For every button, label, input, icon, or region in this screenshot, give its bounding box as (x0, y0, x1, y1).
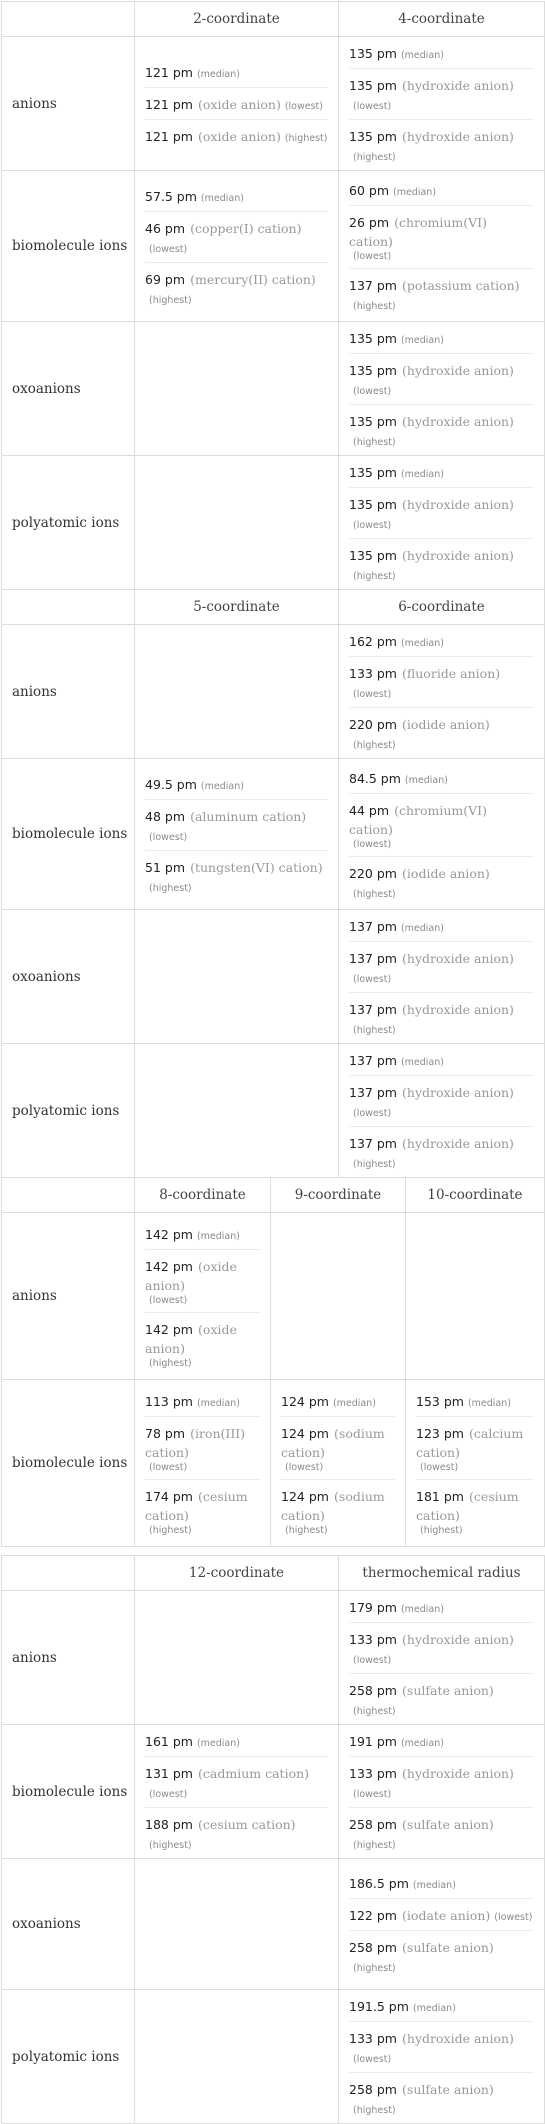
value-entry (349, 456, 534, 487)
stat-tag: (highest) (420, 1524, 463, 1536)
ion-name: (cesium cation) (416, 1488, 519, 1523)
value-cell (135, 625, 339, 759)
value-entry (349, 1898, 534, 1930)
radius-value: 258 pm (349, 1940, 397, 1955)
radius-value: 124 pm (281, 1488, 329, 1504)
stat-tag: (median) (400, 1738, 444, 1749)
ion-name: (aluminum cation) (190, 808, 307, 824)
ion-name: (cadmium cation) (198, 1766, 310, 1781)
value-entry (349, 1990, 534, 2021)
radius-value: 181 pm (416, 1488, 464, 1504)
ion-name: (iodate anion) (402, 1908, 491, 1923)
stat-tag: (median) (400, 335, 444, 346)
value-entry (145, 211, 328, 262)
radius-value: 135 pm (349, 331, 397, 346)
value-entry (349, 2021, 534, 2072)
stat-tag: (lowest) (353, 101, 392, 112)
stat-tag: (median) (196, 1230, 240, 1242)
radius-value: 137 pm (349, 1053, 397, 1068)
ion-name: (hydroxide anion) (402, 78, 514, 93)
stat-tag: (highest) (353, 1963, 396, 1974)
value-cell (135, 759, 339, 910)
table-row (2, 1990, 545, 2124)
ion-name: (iodide anion) (402, 717, 490, 732)
table-row (2, 171, 545, 322)
stat-tag: (median) (400, 1057, 444, 1068)
value-cell (339, 910, 545, 1044)
value-entry (349, 353, 534, 404)
value-entry (349, 1725, 534, 1756)
value-cell (339, 1859, 545, 1990)
row-label: anions (2, 625, 135, 759)
value-entry (145, 87, 328, 119)
radius-value: 84.5 pm (349, 770, 401, 786)
radius-value: 123 pm (416, 1425, 464, 1441)
ion-name: (tungsten(VI) cation) (190, 859, 323, 875)
ion-name: (iodide anion) (402, 865, 490, 881)
value-entry (349, 1044, 534, 1075)
radius-value: 137 pm (349, 951, 397, 966)
radius-value: 69 pm (145, 271, 185, 287)
radius-value: 258 pm (349, 2082, 397, 2097)
column-header: 10-coordinate (406, 1178, 545, 1213)
radius-value: 220 pm (349, 717, 397, 732)
column-header: 5-coordinate (135, 590, 339, 625)
ion-name: (cesium cation) (198, 1817, 296, 1832)
value-entry (145, 1218, 260, 1249)
radius-value: 78 pm (145, 1425, 185, 1441)
radius-value: 137 pm (349, 1136, 397, 1151)
value-entry (349, 707, 534, 758)
value-entry (349, 268, 534, 319)
radius-value: 174 pm (145, 1488, 193, 1504)
ion-name: (oxide anion) (198, 97, 281, 112)
row-label: biomolecule ions (2, 759, 135, 910)
radius-value: 135 pm (349, 363, 397, 378)
column-header: 12-coordinate (135, 1556, 339, 1591)
ion-name: (cesium cation) (145, 1488, 248, 1523)
radius-value: 179 pm (349, 1600, 397, 1615)
radius-value: 137 pm (349, 919, 397, 934)
ion-name: (sodium cation) (281, 1488, 385, 1523)
ion-name: (mercury(II) cation) (190, 271, 316, 287)
header-row (2, 1178, 545, 1213)
value-entry (349, 910, 534, 941)
value-cell (339, 759, 545, 910)
corner-cell (2, 1556, 135, 1591)
table-row (2, 37, 545, 171)
value-cell (339, 1990, 545, 2124)
corner-cell (2, 590, 135, 625)
value-entry (281, 1385, 395, 1416)
corner-cell (2, 1178, 135, 1213)
value-entry (349, 1075, 534, 1126)
stat-tag: (highest) (149, 1357, 192, 1369)
radius-value: 142 pm (145, 1226, 193, 1242)
row-label: biomolecule ions (2, 171, 135, 322)
column-header: thermochemical radius (339, 1556, 545, 1591)
ion-name: (hydroxide anion) (402, 1002, 514, 1017)
ion-name: (oxide anion) (145, 1258, 237, 1293)
stat-tag: (median) (400, 1604, 444, 1615)
table-row (2, 1591, 545, 1725)
stat-tag: (median) (196, 69, 240, 80)
stat-tag: (median) (400, 923, 444, 934)
value-entry (349, 68, 534, 119)
value-entry (416, 1416, 534, 1479)
radius-value: 162 pm (349, 634, 397, 649)
ion-name: (potassium cation) (402, 277, 520, 293)
row-label: polyatomic ions (2, 456, 135, 590)
stat-tag: (median) (196, 1738, 240, 1749)
radius-value: 26 pm (349, 214, 389, 230)
value-entry (145, 180, 328, 211)
value-cell (339, 171, 545, 322)
ion-name: (hydroxide anion) (402, 1136, 514, 1151)
value-cell (339, 322, 545, 456)
ion-name: (iron(III) cation) (145, 1425, 246, 1460)
row-label: polyatomic ions (2, 1044, 135, 1178)
ion-name: (sulfate anion) (402, 1817, 494, 1832)
ion-name: (hydroxide anion) (402, 1085, 514, 1100)
ion-name: (hydroxide anion) (402, 548, 514, 563)
value-entry (349, 322, 534, 353)
radius-value: 124 pm (281, 1393, 329, 1409)
data-table-2 (1, 589, 545, 1178)
data-table-4 (1, 1555, 545, 2124)
radius-value: 121 pm (145, 129, 193, 144)
stat-tag: (highest) (149, 1840, 192, 1851)
header-row (2, 1556, 545, 1591)
value-entry (349, 404, 534, 455)
stat-tag: (lowest) (285, 1461, 324, 1473)
stat-tag: (highest) (353, 888, 396, 900)
ion-name: (sulfate anion) (402, 2082, 494, 2097)
value-entry (349, 1867, 534, 1898)
value-entry (349, 205, 534, 268)
row-label: anions (2, 1591, 135, 1725)
stat-tag: (lowest) (353, 2054, 392, 2065)
stat-tag: (highest) (353, 571, 396, 582)
table-row (2, 759, 545, 910)
stat-tag: (lowest) (353, 520, 392, 531)
ion-name: (copper(I) cation) (190, 220, 302, 236)
ion-name: (sulfate anion) (402, 1683, 494, 1698)
value-cell (135, 1859, 339, 1990)
value-cell (339, 625, 545, 759)
value-entry (416, 1385, 534, 1416)
ion-name: (hydroxide anion) (402, 1632, 514, 1647)
radius-value: 135 pm (349, 78, 397, 93)
row-label: anions (2, 37, 135, 171)
radius-value: 57.5 pm (145, 188, 197, 204)
value-cell (271, 1380, 406, 1547)
stat-tag: (highest) (149, 294, 192, 306)
radius-value: 60 pm (349, 182, 389, 198)
value-cell (339, 37, 545, 171)
ion-name: (sodium cation) (281, 1425, 385, 1460)
value-cell (135, 1725, 339, 1859)
column-header: 9-coordinate (271, 1178, 406, 1213)
value-entry (349, 2072, 534, 2123)
radius-value: 258 pm (349, 1817, 397, 1832)
stat-tag: (median) (412, 2003, 456, 2014)
ion-name: (hydroxide anion) (402, 951, 514, 966)
value-entry (145, 1807, 328, 1858)
value-entry (145, 1479, 260, 1542)
radius-value: 133 pm (349, 2031, 397, 2046)
stat-tag: (median) (412, 1880, 456, 1891)
radius-value: 191 pm (349, 1734, 397, 1749)
stat-tag: (highest) (353, 152, 396, 163)
value-entry (349, 1622, 534, 1673)
stat-tag: (median) (196, 1397, 240, 1409)
radius-value: 135 pm (349, 548, 397, 563)
value-entry (145, 1249, 260, 1312)
radius-value: 121 pm (145, 97, 193, 112)
row-label: biomolecule ions (2, 1725, 135, 1859)
value-entry (145, 1416, 260, 1479)
radius-value: 142 pm (145, 1321, 193, 1337)
value-entry (145, 1385, 260, 1416)
value-entry (349, 1930, 534, 1981)
column-header: 4-coordinate (339, 2, 545, 37)
value-entry (145, 56, 328, 87)
table-row (2, 1044, 545, 1178)
radius-value: 137 pm (349, 1085, 397, 1100)
corner-cell (2, 2, 135, 37)
value-cell (406, 1213, 545, 1380)
radius-value: 135 pm (349, 465, 397, 480)
radius-value: 131 pm (145, 1766, 193, 1781)
value-cell (135, 910, 339, 1044)
value-cell (339, 1044, 545, 1178)
value-entry (349, 1756, 534, 1807)
value-cell (406, 1380, 545, 1547)
stat-tag: (highest) (353, 1025, 396, 1036)
ion-name: (hydroxide anion) (402, 1766, 514, 1781)
table-row (2, 1380, 545, 1547)
value-cell (271, 1213, 406, 1380)
value-entry (145, 262, 328, 313)
stat-tag: (median) (467, 1397, 511, 1409)
value-entry (349, 1673, 534, 1724)
ion-name: (hydroxide anion) (402, 363, 514, 378)
stat-tag: (lowest) (353, 386, 392, 397)
stat-tag: (highest) (353, 300, 396, 312)
stat-tag: (highest) (353, 1840, 396, 1851)
stat-tag: (median) (400, 638, 444, 649)
stat-tag: (lowest) (353, 689, 392, 700)
table-row (2, 1859, 545, 1990)
table-row (2, 456, 545, 590)
stat-tag: (highest) (285, 1524, 328, 1536)
value-cell (339, 456, 545, 590)
value-entry (145, 119, 328, 151)
value-entry (281, 1479, 395, 1542)
stat-tag: (lowest) (149, 1294, 188, 1306)
value-entry (145, 1756, 328, 1807)
stat-tag: (highest) (353, 1159, 396, 1170)
stat-tag: (highest) (149, 1524, 192, 1536)
stat-tag: (lowest) (149, 1461, 188, 1473)
value-entry (349, 856, 534, 907)
stat-tag: (median) (404, 774, 448, 786)
table-row (2, 910, 545, 1044)
row-label: oxoanions (2, 322, 135, 456)
row-label: oxoanions (2, 1859, 135, 1990)
radius-value: 191.5 pm (349, 1999, 409, 2014)
radius-value: 135 pm (349, 46, 397, 61)
column-header: 6-coordinate (339, 590, 545, 625)
stat-tag: (lowest) (353, 1789, 392, 1800)
stat-tag: (median) (200, 192, 244, 204)
value-entry (349, 1126, 534, 1177)
radius-value: 188 pm (145, 1817, 193, 1832)
radius-value: 133 pm (349, 666, 397, 681)
value-cell (135, 1380, 271, 1547)
radius-value: 220 pm (349, 865, 397, 881)
value-cell (135, 1044, 339, 1178)
radius-value: 121 pm (145, 65, 193, 80)
value-entry (349, 625, 534, 656)
radius-value: 258 pm (349, 1683, 397, 1698)
stat-tag: (lowest) (353, 1655, 392, 1666)
stat-tag: (median) (400, 50, 444, 61)
value-entry (145, 850, 328, 901)
stat-tag: (lowest) (494, 1912, 533, 1923)
value-cell (135, 322, 339, 456)
stat-tag: (lowest) (353, 250, 392, 262)
stat-tag: (highest) (353, 740, 396, 751)
radius-value: 135 pm (349, 414, 397, 429)
radius-value: 133 pm (349, 1766, 397, 1781)
radius-value: 142 pm (145, 1258, 193, 1274)
value-entry (349, 762, 534, 793)
row-label: oxoanions (2, 910, 135, 1044)
header-row (2, 590, 545, 625)
table-row (2, 322, 545, 456)
radius-value: 44 pm (349, 802, 389, 818)
stat-tag: (highest) (353, 437, 396, 448)
column-header: 8-coordinate (135, 1178, 271, 1213)
value-entry (349, 487, 534, 538)
radius-value: 124 pm (281, 1425, 329, 1441)
radius-value: 48 pm (145, 808, 185, 824)
radius-value: 153 pm (416, 1393, 464, 1409)
ion-name: (chromium(VI) cation) (349, 802, 487, 837)
stat-tag: (lowest) (353, 974, 392, 985)
radius-value: 135 pm (349, 129, 397, 144)
row-label: biomolecule ions (2, 1380, 135, 1547)
ion-name: (sulfate anion) (402, 1940, 494, 1955)
value-entry (349, 538, 534, 589)
radius-value: 122 pm (349, 1908, 397, 1923)
radius-value: 135 pm (349, 497, 397, 512)
value-cell (135, 171, 339, 322)
value-cell (339, 1725, 545, 1859)
value-entry (416, 1479, 534, 1542)
stat-tag: (lowest) (420, 1461, 459, 1473)
value-entry (349, 1807, 534, 1858)
radius-value: 161 pm (145, 1734, 193, 1749)
value-cell (135, 37, 339, 171)
value-entry (349, 37, 534, 68)
table-row (2, 1725, 545, 1859)
value-entry (145, 768, 328, 799)
ion-name: (fluoride anion) (402, 666, 501, 681)
value-entry (349, 941, 534, 992)
value-cell (135, 1213, 271, 1380)
value-entry (349, 992, 534, 1043)
value-entry (145, 1312, 260, 1375)
stat-tag: (median) (393, 186, 437, 198)
table-row (2, 1213, 545, 1380)
radius-value: 186.5 pm (349, 1876, 409, 1891)
radius-value: 49.5 pm (145, 776, 197, 792)
stat-tag: (lowest) (149, 1789, 188, 1800)
data-table-3 (1, 1177, 545, 1547)
ion-name: (hydroxide anion) (402, 497, 514, 512)
row-label: polyatomic ions (2, 1990, 135, 2124)
value-entry (145, 799, 328, 850)
value-cell (135, 456, 339, 590)
column-header: 2-coordinate (135, 2, 339, 37)
value-entry (349, 1591, 534, 1622)
value-entry (145, 1725, 328, 1756)
radius-value: 133 pm (349, 1632, 397, 1647)
stat-tag: (lowest) (353, 1108, 392, 1119)
value-entry (349, 656, 534, 707)
stat-tag: (median) (200, 780, 244, 792)
value-entry (349, 119, 534, 170)
header-row (2, 2, 545, 37)
radius-value: 137 pm (349, 1002, 397, 1017)
data-table-1 (1, 1, 545, 590)
stat-tag: (highest) (353, 1706, 396, 1717)
ion-name: (hydroxide anion) (402, 2031, 514, 2046)
value-entry (349, 793, 534, 856)
value-entry (281, 1416, 395, 1479)
ion-name: (oxide anion) (145, 1321, 237, 1356)
ion-name: (hydroxide anion) (402, 414, 514, 429)
value-entry (349, 174, 534, 205)
row-label: anions (2, 1213, 135, 1380)
radius-value: 46 pm (145, 220, 185, 236)
stat-tag: (median) (332, 1397, 376, 1409)
stat-tag: (lowest) (353, 838, 392, 850)
value-cell (135, 1990, 339, 2124)
stat-tag: (highest) (284, 133, 328, 144)
stat-tag: (lowest) (149, 243, 188, 255)
stat-tag: (highest) (149, 882, 192, 894)
stat-tag: (median) (400, 469, 444, 480)
stat-tag: (lowest) (149, 831, 188, 843)
ion-name: (oxide anion) (198, 129, 281, 144)
table-row (2, 625, 545, 759)
ion-name: (chromium(VI) cation) (349, 214, 487, 249)
stat-tag: (lowest) (284, 101, 323, 112)
radius-value: 51 pm (145, 859, 185, 875)
value-cell (135, 1591, 339, 1725)
ion-name: (hydroxide anion) (402, 129, 514, 144)
stat-tag: (highest) (353, 2105, 396, 2116)
radius-value: 137 pm (349, 277, 397, 293)
value-cell (339, 1591, 545, 1725)
ion-name: (calcium cation) (416, 1425, 524, 1460)
radius-value: 113 pm (145, 1393, 193, 1409)
